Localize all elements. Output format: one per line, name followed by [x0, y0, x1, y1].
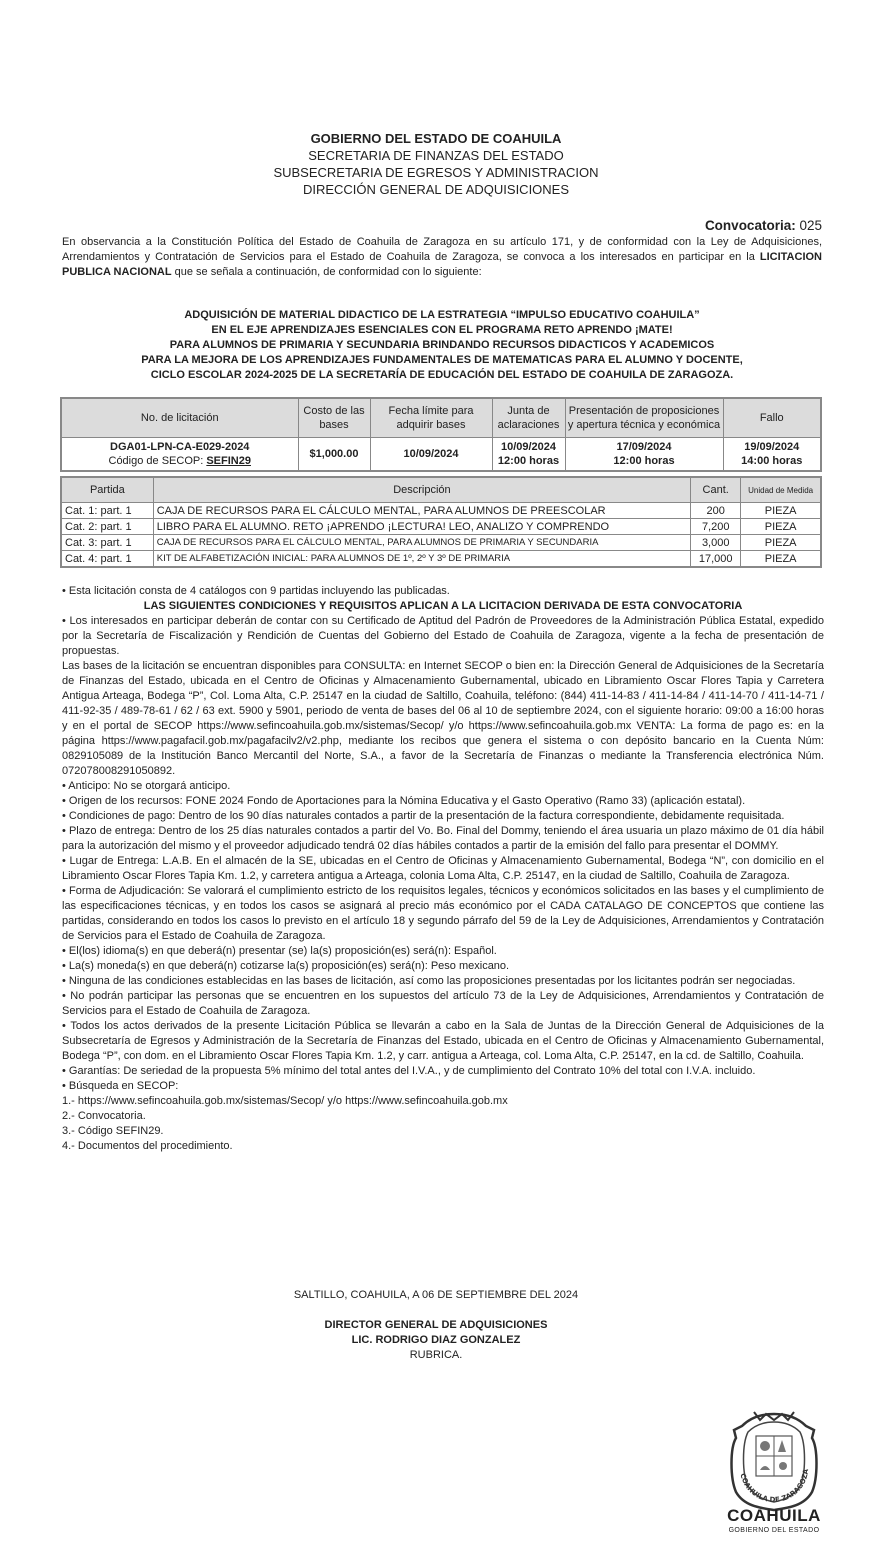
condition-item: • Los interesados en participar deberán de contar con su Certificado de Aptitud del Padrón de Proveedores de la Administración Pública Estatal, expedido por la Secretaría de Fiscalización y Rendición de Cuentas del Gobierno del Estado de Coahuila de Zaragoza, vigente a la fecha de presentación de propuestas. [62, 615, 824, 657]
table-row [61, 535, 821, 551]
table-row [61, 503, 821, 519]
cell-cant: 3,000 [691, 535, 741, 551]
rubrica: RUBRICA. [409, 1349, 463, 1361]
cell-partida: Cat. 2: part. 1 [61, 519, 153, 535]
secop-code: SEFIN29 [206, 455, 251, 467]
place-date: SALTILLO, COAHUILA, A 06 DE SEPTIEMBRE DEL 2024 [293, 1289, 579, 1301]
subject-line: ADQUISICIÓN DE MATERIAL DIDACTICO DE LA ESTRATEGIA “IMPULSO EDUCATIVO COAHUILA” [184, 309, 700, 321]
table-row [61, 519, 821, 535]
catalog-note: • Esta licitación consta de 4 catálogos con 9 partidas incluyendo las publicadas. [62, 585, 450, 597]
condition-item: • No podrán participar las personas que se encuentren en los supuestos del artículo 73 de la Ley de Adquisiciones, Arrendamientos y Contratación de Servicios para el Estado de Coahuila de Zaragoza. [62, 990, 824, 1017]
header-cant: Cant. [691, 477, 741, 503]
cell-cant: 200 [691, 503, 741, 519]
cell-unidad: PIEZA [741, 551, 821, 568]
cell-partida: Cat. 4: part. 1 [61, 551, 153, 568]
cell-partida: Cat. 1: part. 1 [61, 503, 153, 519]
header-unidad: Unidad de Medida [741, 477, 821, 503]
condition-item: • Ninguna de las condiciones establecidas en las bases de licitación, así como las proposiciones presentadas por los licitantes podrán ser negociadas. [62, 975, 796, 987]
subject-line: CICLO ESCOLAR 2024-2025 DE LA SECRETARÍA DE EDUCACIÓN DEL ESTADO DE COAHUILA DE ZARAGOZA. [150, 369, 734, 381]
cell-cant: 17,000 [691, 551, 741, 568]
header-direccion: DIRECCIÓN GENERAL DE ADQUISICIONES [302, 182, 570, 197]
licitacion-table-row [61, 438, 821, 472]
condition-item: • Plazo de entrega: Dentro de los 25 días naturales contados a partir del Vo. Bo. Final del Dommy, teniendo el área usuaria un plazo máximo de 01 día hábil para la autorización del mismo y el proveedor adjudicado tendrá 02 días hábiles contados a partir de la emisión del fallo para presentar el DOMMY. [62, 825, 824, 852]
cell-costo: $1,000.00 [298, 438, 370, 472]
cell-unidad: PIEZA [741, 535, 821, 551]
condition-item: • Lugar de Entrega: L.A.B. En el almacén de la SE, ubicadas en el Centro de Oficinas y Almacenamiento Gubernamental, Bodega “N”, con domicilio en el Libramiento Oscar Flores Tapia Km. 1.2, y carretera antigua a Arteaga, colonia Loma Alta, C.P. 25147, en la ciudad de Saltillo, Coahuila de Zaragoza. [62, 855, 824, 882]
partidas-table [60, 476, 822, 568]
subject-line: EN EL EJE APRENDIZAJES ESENCIALES CON EL PROGRAMA RETO APRENDO ¡MATE! [211, 324, 673, 336]
header-fecha: Fecha límite para adquirir bases [370, 398, 492, 438]
condition-item: • Anticipo: No se otorgará anticipo. [62, 780, 231, 792]
header-secretaria: SECRETARIA DE FINANZAS DEL ESTADO [308, 148, 564, 163]
convocatoria-number [705, 218, 822, 233]
secop-step: 1.- https://www.sefincoahuila.gob.mx/sistemas/Secop/ y/o https://www.sefincoahuila.gob.mx [62, 1095, 508, 1107]
header-costo: Costo de las bases [298, 398, 370, 438]
seal-text: COAHUILA DE ZARAGOZA [738, 1468, 811, 1505]
cell-junta: 10/09/2024 12:00 horas [492, 438, 565, 472]
condition-item: • Búsqueda en SECOP: [62, 1080, 179, 1092]
condition-item: • Todos los actos derivados de la presente Licitación Pública se llevarán a cabo en la Sala de Juntas de la Dirección General de Adquisiciones de la Subsecretaría de Egresos y Administración de la Secretaría de Finanzas del Estado, ubicada en el Centro de Oficinas y Almacenamiento Gubernamental, Bodega “P”, con dom. en el Libramiento Oscar Flores Tapia Km. 1.2, y carr. antigua a Arteaga, col. Loma Alta, C.P. 25147, en la cd. de Saltillo, Coahuila. [62, 1020, 824, 1062]
condition-item: • Forma de Adjudicación: Se valorará el cumplimiento estricto de los requisitos legales, técnicos y económicos solicitados en las bases y el cumplimiento de las especificaciones técnicas, y en todos los casos se asignará al precio más económico por el CADA CATALAGO DE CONCEPTOS que contiene las partidas, considerando en todos los casos lo previsto en el artículo 18 y segundo párrafo del 59 de la Ley de Adquisiciones, Arrendamientos y Contratación de Servicios para el Estado de Coahuila de Zaragoza. [62, 885, 824, 942]
conditions-heading: LAS SIGUIENTES CONDICIONES Y REQUISITOS APLICAN A LA LICITACION DERIVADA DE ESTA CONVOCATORIA [143, 600, 743, 612]
cell-partida: Cat. 3: part. 1 [61, 535, 153, 551]
secop-step: 3.- Código SEFIN29. [62, 1125, 164, 1137]
cell-descripcion: CAJA DE RECURSOS PARA EL CÁLCULO MENTAL, PARA ALUMNOS DE PREESCOLAR [153, 503, 690, 519]
condition-item: • El(los) idioma(s) en que deberá(n) presentar (se) la(s) proposición(es) será(n): Español. [62, 945, 497, 957]
cell-fallo: 19/09/2024 14:00 horas [723, 438, 821, 472]
header-government: GOBIERNO DEL ESTADO DE COAHUILA [310, 131, 562, 146]
condition-item: • La(s) moneda(s) en que deberá(n) cotizarse la(s) proposición(es) será(n): Peso mexicano. [62, 960, 510, 972]
convocatoria-value: 025 [799, 218, 822, 233]
licitacion-table-header [61, 398, 821, 438]
cell-licitacion: DGA01-LPN-CA-E029-2024 Código de SECOP: SEFIN29 [61, 438, 298, 472]
subject-title [62, 308, 822, 383]
secop-step: 2.- Convocatoria. [62, 1110, 146, 1122]
cell-descripcion: CAJA DE RECURSOS PARA EL CÁLCULO MENTAL, PARA ALUMNOS DE PRIMARIA Y SECUNDARIA [153, 535, 690, 551]
logo-subtitle: GOBIERNO DEL ESTADO [728, 1527, 820, 1534]
table-row [61, 551, 821, 568]
intro-text-bold: LICITACION PUBLICA NACIONAL [62, 251, 822, 278]
intro-text-b: que se señala a continuación, de conformidad con lo siguiente: [171, 266, 482, 278]
intro-paragraph [62, 235, 822, 280]
cell-unidad: PIEZA [741, 519, 821, 535]
header-fallo: Fallo [723, 398, 821, 438]
header-licitacion: No. de licitación [61, 398, 298, 438]
cell-unidad: PIEZA [741, 503, 821, 519]
bases-info: Las bases de la licitación se encuentran disponibles para CONSULTA: en Internet SECOP o bien en: la Dirección General de Adquisiciones de la Secretaría de Finanzas del Estado, ubicada en el Centro de Oficinas y Almacenamiento Gubernamental, ubicado en Libramiento Oscar Flores Tapia y Carretera Antigua Arteaga, Bodega “P”, Col. Loma Alta, C.P. 25147 en la ciudad de Saltillo, Coahuila, teléfono: (844) 411-14-83 / 411-14-84 / 411-14-70 / 411-14-71 / 411-92-35 / 489-78-61 / 62 / 63 ext. 5900 y 5901, periodo de venta de bases del 06 al 10 de septiembre 2024, con el siguiente horario: 09:00 a 16:00 horas y en el portal de SECOP https://www.sefincoahuila.gob.mx/sistemas/Secop/ y/o https://www.sefincoahuila.gob.mx VENTA: La forma de pago es: en la página https://www.pagafacil.gob.mx/pagafacilv2/v2.php, mediante los recibos que genera el sistema o con depósito bancario en la Cuenta Núm: 0829105089 de la Institución Banco Mercantil del Norte, S.A., a favor de la Secretaría de Finanzas o mediante la Transferencia electrónica Núm. 072078008291050892. [62, 660, 824, 777]
partidas-table-header [61, 477, 821, 503]
cell-presentacion: 17/09/2024 12:00 horas [565, 438, 723, 472]
signer-name: LIC. RODRIGO DIAZ GONZALEZ [351, 1334, 521, 1346]
licitacion-table [60, 397, 822, 472]
header-subsecretaria: SUBSECRETARIA DE EGRESOS Y ADMINISTRACION [273, 165, 599, 180]
cell-fecha: 10/09/2024 [370, 438, 492, 472]
header-junta: Junta de aclaraciones [492, 398, 565, 438]
logo-wordmark: COAHUILA [727, 1506, 821, 1525]
header-partida: Partida [61, 477, 153, 503]
signer-title: DIRECTOR GENERAL DE ADQUISICIONES [324, 1319, 548, 1331]
header-descripcion: Descripción [153, 477, 690, 503]
header [0, 130, 872, 198]
secop-step: 4.- Documentos del procedimiento. [62, 1140, 233, 1152]
conditions-section [62, 584, 824, 1154]
header-presentacion: Presentación de proposiciones y apertura técnica y económica [565, 398, 723, 438]
signature-block [0, 1318, 872, 1363]
subject-line: PARA LA MEJORA DE LOS APRENDIZAJES FUNDAMENTALES DE MATEMATICAS PARA EL ALUMNO Y DOCENTE, [141, 354, 743, 366]
subject-line: PARA ALUMNOS DE PRIMARIA Y SECUNDARIA BRINDANDO RECURSOS DIDACTICOS Y ACADEMICOS [169, 339, 715, 351]
cell-cant: 7,200 [691, 519, 741, 535]
intro-text-a: En observancia a la Constitución Política del Estado de Coahuila de Zaragoza en su artículo 171, y de conformidad con la Ley de Adquisiciones, Arrendamientos y Contratación de Servicios para el Estado de Coahuila de Zaragoza, se convoca a los interesados en participar en la [62, 236, 822, 263]
condition-item: • Condiciones de pago: Dentro de los 90 días naturales contados a partir de la presentación de la factura correspondiente, debidamente requisitada. [62, 810, 785, 822]
cell-descripcion: LIBRO PARA EL ALUMNO. RETO ¡APRENDO ¡LECTURA! LEO, ANALIZO Y COMPRENDO [153, 519, 690, 535]
condition-item: • Origen de los recursos: FONE 2024 Fondo de Aportaciones para la Nómina Educativa y el Gasto Operativo (Ramo 33) (aplicación estatal). [62, 795, 746, 807]
cell-descripcion: KIT DE ALFABETIZACIÓN INICIAL: PARA ALUMNOS DE 1º, 2º Y 3º DE PRIMARIA [153, 551, 690, 568]
condition-item: • Garantías: De seriedad de la propuesta 5% mínimo del total antes del I.V.A., y de cumplimiento del Contrato 10% del total con I.V.A. incluido. [62, 1065, 756, 1077]
convocatoria-label: Convocatoria: [704, 218, 796, 233]
